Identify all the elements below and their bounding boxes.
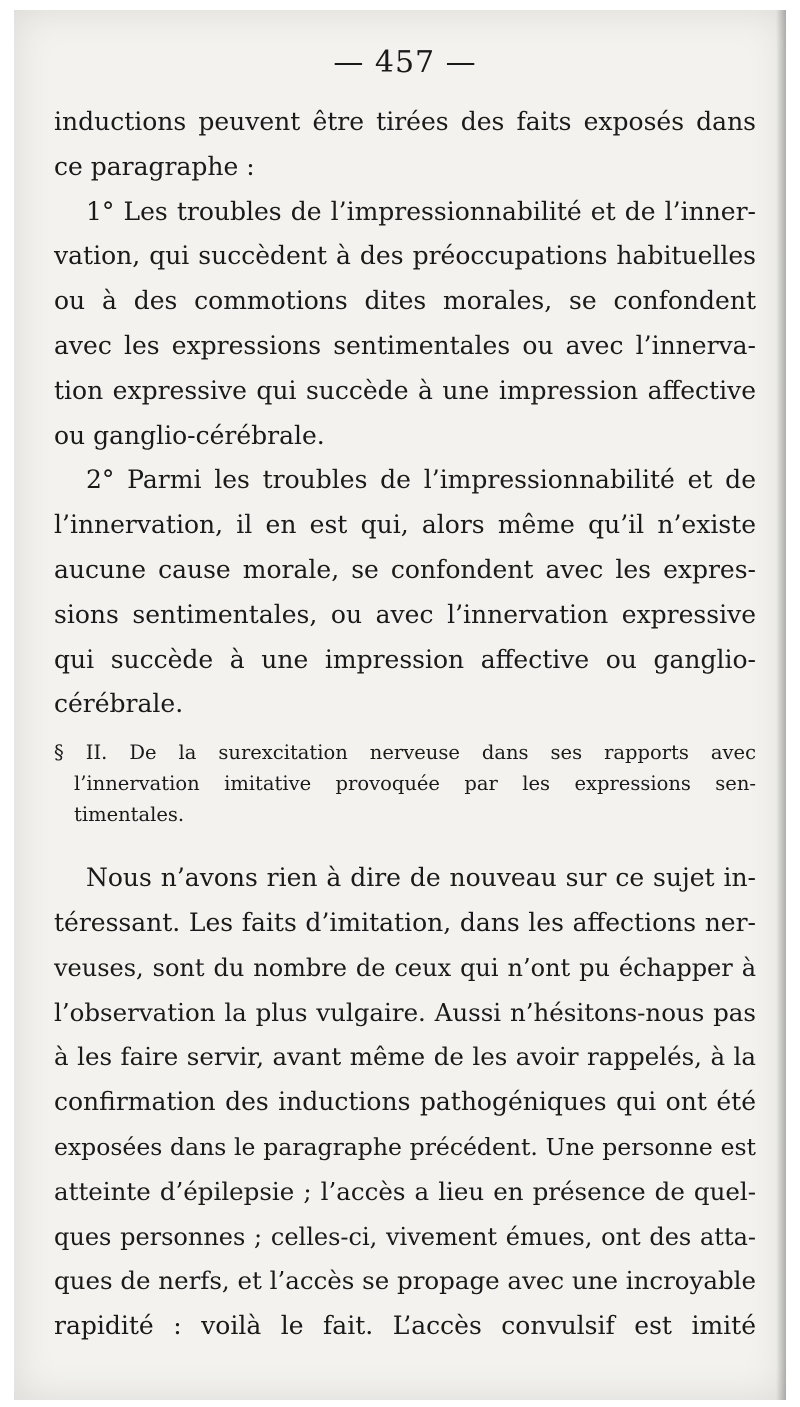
paragraph-point-2 bbox=[54, 458, 756, 727]
text-line: sions sentimentales, ou avec l’innervation expressive bbox=[54, 599, 756, 629]
paragraph-intro bbox=[54, 100, 756, 190]
text-line: ou ganglio-cérébrale. bbox=[54, 420, 325, 450]
page-number: — 457 — bbox=[333, 45, 477, 80]
text-line: qui succède à une impression affective ou ganglio- bbox=[54, 644, 756, 674]
text-line: atteinte d’épilepsie ; l’accès a lieu en présence de quel- bbox=[54, 1176, 756, 1206]
text-line: inductions peuvent être tirées des faits exposés dans bbox=[54, 107, 756, 136]
text-line: cérébrale. bbox=[54, 689, 184, 719]
text-line: ce paragraphe : bbox=[54, 151, 255, 181]
text-line: avec les expressions sentimentales ou avec l’innerva- bbox=[54, 330, 756, 360]
text-line: exposées dans le paragraphe précédent. Une personne est bbox=[54, 1132, 756, 1161]
paragraph-imitation bbox=[54, 856, 756, 1349]
text-line: 1° Les troubles de l’impressionnabilité et de l’inner- bbox=[86, 196, 756, 226]
text-line: à les faire servir, avant même de les avoir rappelés, à la bbox=[54, 1042, 756, 1072]
text-line: vation, qui succèdent à des préoccupations habituelles bbox=[54, 241, 756, 271]
text-line: ou à des commotions dites morales, se confondent bbox=[54, 286, 756, 316]
text-line: l’observation la plus vulgaire. Aussi n’hésitons-nous pas bbox=[54, 997, 756, 1027]
section-heading-line: l’innervation imitative provoquée par les expressions sen- bbox=[74, 772, 756, 796]
text-line: ques de nerfs, et l’accès se propage avec une incroyable bbox=[54, 1266, 756, 1296]
text-line: tion expressive qui succède à une impression affective bbox=[54, 375, 756, 405]
text-line: l’innervation, il en est qui, alors même qu’il n’existe bbox=[54, 510, 756, 540]
section-heading-line: § II. De la surexcitation nerveuse dans ses rapports avec bbox=[54, 741, 756, 765]
text-line: Nous n’avons rien à dire de nouveau sur ce sujet in- bbox=[86, 863, 756, 893]
section-heading-line: timentales. bbox=[74, 803, 185, 827]
text-line: aucune cause morale, se confondent avec les expres- bbox=[54, 554, 756, 584]
text-line: ques personnes ; celles-ci, vivement émues, ont des atta- bbox=[54, 1222, 756, 1251]
page-text bbox=[54, 45, 756, 1349]
book-page bbox=[14, 10, 786, 1400]
text-line: rapidité : voilà le fait. L’accès convulsif est imité bbox=[54, 1311, 756, 1341]
text-line: veuses, sont du nombre de ceux qui n’ont pu échapper à bbox=[54, 953, 756, 982]
text-line: 2° Parmi les troubles de l’impressionnabilité et de bbox=[86, 465, 756, 495]
section-heading bbox=[54, 737, 756, 830]
text-line: téressant. Les faits d’imitation, dans les affections ner- bbox=[54, 907, 756, 937]
paragraph-point-1 bbox=[54, 190, 756, 459]
text-line: confirmation des inductions pathogéniques qui ont été bbox=[54, 1087, 756, 1117]
